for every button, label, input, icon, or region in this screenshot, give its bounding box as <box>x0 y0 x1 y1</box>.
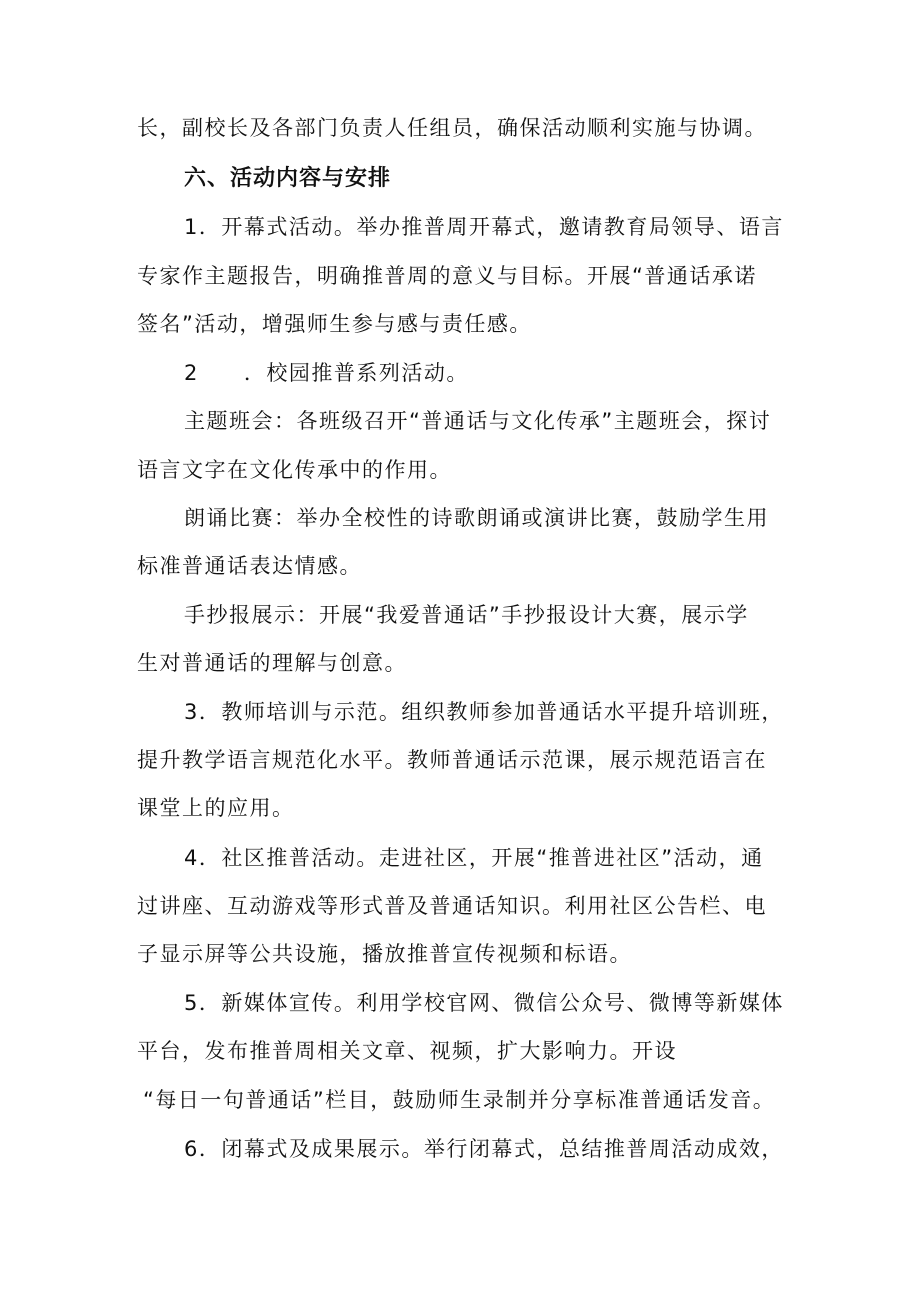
paragraph-line: 2 ．校园推普系列活动。 <box>184 361 469 385</box>
paragraph-line: 平台，发布推普周相关文章、视频，扩大影响力。开设 <box>137 1039 677 1063</box>
paragraph-line: 4．社区推普活动。走进社区，开展“推普进社区”活动，通 <box>184 846 764 870</box>
paragraph-line: 1．开幕式活动。举办推普周开幕式，邀请教育局领导、语言 <box>184 215 784 239</box>
paragraph-line: 签名”活动，增强师生参与感与责任感。 <box>137 312 532 336</box>
paragraph-line: 语言文字在文化传承中的作用。 <box>137 458 452 482</box>
paragraph-line: 专家作主题报告，明确推普周的意义与目标。开展“普通话承诺 <box>137 264 757 288</box>
paragraph-line: 提升教学语言规范化水平。教师普通话示范课，展示规范语言在 <box>137 748 767 772</box>
paragraph-line: 生对普通话的理解与创意。 <box>137 651 407 675</box>
paragraph-line: 主题班会：各班级召开“普通话与文化传承”主题班会，探讨 <box>184 409 772 433</box>
paragraph-line: 3．教师培训与示范。组织教师参加普通话水平提升培训班， <box>184 700 784 724</box>
paragraph-line: 标准普通话表达情感。 <box>137 554 362 578</box>
paragraph-line: 课堂上的应用。 <box>137 796 295 820</box>
section-heading: 六、活动内容与安排 <box>184 166 392 191</box>
paragraph-line: 6．闭幕式及成果展示。举行闭幕式，总结推普周活动成效， <box>184 1137 784 1161</box>
paragraph-line: 朗诵比赛：举办全校性的诗歌朗诵或演讲比赛，鼓励学生用 <box>184 506 769 530</box>
paragraph-line: “每日一句普通话”栏目，鼓励师生录制并分享标准普通话发音。 <box>143 1088 776 1112</box>
paragraph-line: 手抄报展示：开展“我爱普通话”手抄报设计大赛，展示学 <box>184 603 749 627</box>
paragraph-line: 长，副校长及各部门负责人任组员，确保活动顺利实施与协调。 <box>137 116 767 140</box>
paragraph-line: 子显示屏等公共设施，播放推普宣传视频和标语。 <box>137 942 632 966</box>
paragraph-line: 5．新媒体宣传。利用学校官网、微信公众号、微博等新媒体 <box>184 991 784 1015</box>
paragraph-line: 过讲座、互动游戏等形式普及普通话知识。利用社区公告栏、电 <box>137 894 767 918</box>
